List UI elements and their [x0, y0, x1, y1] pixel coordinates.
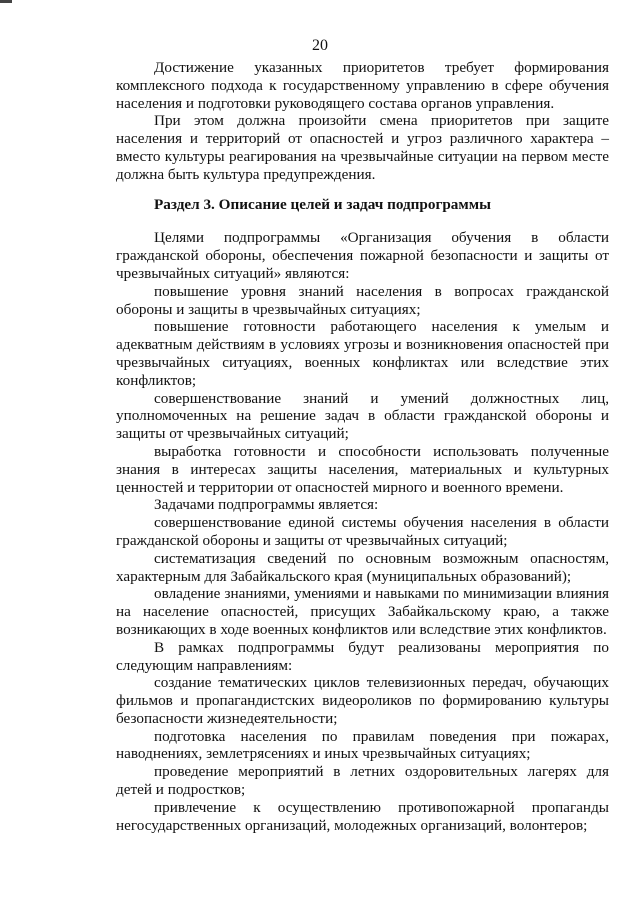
activity-item: создание тематических циклов телевизионных передач, обучающих фильмов и пропагандистских видеороликов по формированию культуры безопасности жизнедеятельности;: [116, 674, 609, 727]
page-number: 20: [312, 37, 328, 54]
task-item: систематизация сведений по основным возможным опасностям, характерным для Забайкальского края (муниципальных образований);: [116, 549, 609, 585]
goal-item: повышение уровня знаний населения в вопросах гражданской обороны и защиты в чрезвычайных ситуациях;: [116, 282, 609, 318]
tasks-intro: Задачами подпрограммы является:: [154, 496, 379, 514]
goals-intro: Целями подпрограммы «Организация обучения в области гражданской обороны, обеспечения пожарной безопасности и защиты от чрезвычайных ситуаций» являются:: [116, 229, 609, 282]
activities-intro: В рамках подпрограммы будут реализованы мероприятия по следующим направлениям:: [116, 638, 609, 674]
goal-item: совершенствование знаний и умений должностных лиц, уполномоченных на решение задач в области гражданской обороны и защиты от чрезвычайных ситуаций;: [116, 389, 609, 443]
section-heading: Раздел 3. Описание целей и задач подпрограммы: [154, 195, 491, 213]
task-item: овладение знаниями, умениями и навыками по минимизации влияния на население опасностей, присущих Забайкальскому краю, а также возникающих в ходе военных конфликтов или вследствие этих конфликтов.: [116, 585, 609, 638]
task-item: совершенствование единой системы обучения населения в области гражданской обороны и защиты от чрезвычайных ситуаций;: [116, 514, 609, 549]
scan-corner-mark: [0, 0, 12, 3]
goal-item: повышение готовности работающего населения к умелым и адекватным действиям в условиях угрозы и возникновения опасностей при чрезвычайных ситуациях, военных конфликтах или вследствие этих конфликтов;: [116, 318, 609, 389]
page-content: [116, 59, 609, 834]
goal-item: выработка готовности и способности использовать полученные знания в интересах защиты населения, материальных и культурных ценностей и территории от опасностей мирного и военного времени.: [116, 442, 609, 496]
intro-paragraph-2: При этом должна произойти смена приоритетов при защите населения и территорий от опасностей и угроз различного характера – вместо культуры реагирования на чрезвычайные ситуации на первом месте должна быть культура предупреждения.: [116, 112, 609, 183]
intro-paragraph-1: Достижение указанных приоритетов требует формирования комплексного подхода к государственному управлению в сфере обучения населения и подготовки руководящего состава органов управления.: [116, 59, 609, 112]
activity-item: привлечение к осуществлению противопожарной пропаганды негосударственных организаций, молодежных организаций, волонтеров;: [116, 798, 609, 834]
activity-item: проведение мероприятий в летних оздоровительных лагерях для детей и подростков;: [116, 763, 609, 799]
activity-item: подготовка населения по правилам поведения при пожарах, наводнениях, землетрясениях и иных чрезвычайных ситуациях;: [116, 727, 609, 763]
